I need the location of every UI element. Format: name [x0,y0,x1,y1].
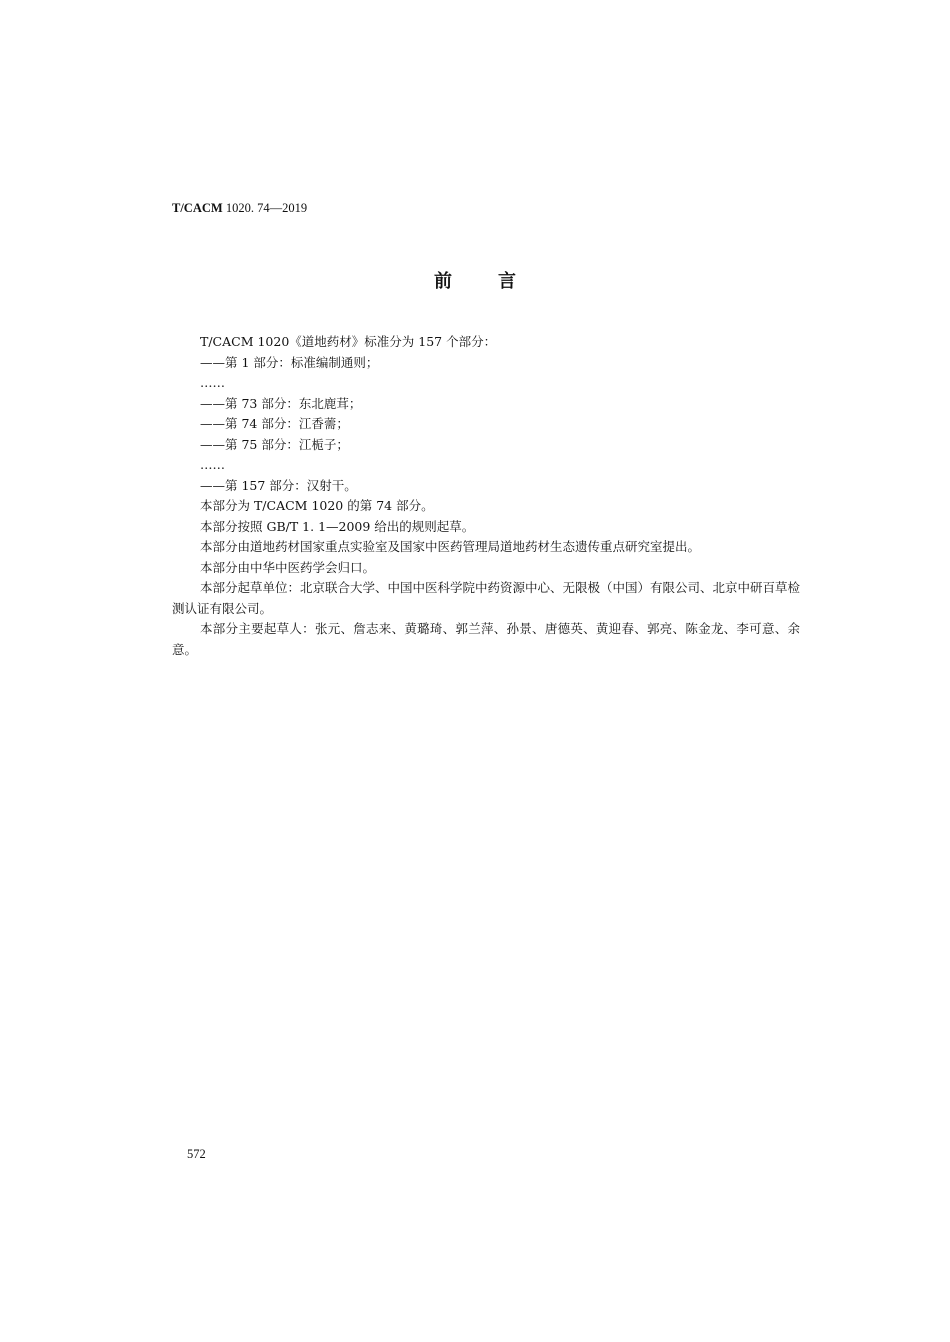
list-ellipsis: …… [200,457,225,472]
foreword-body [172,332,800,660]
standard-number: 1020. 74—2019 [222,201,308,215]
paragraph-drafters: 本部分主要起草人：张元、詹志来、黄璐琦、郭兰萍、孙景、唐德英、黄迎春、郭亮、陈金龙、李可意、余意。 [172,621,800,657]
paragraph-centralized-by: 本部分由中华中医药学会归口。 [200,559,376,575]
standard-prefix: T/CACM [172,201,223,215]
list-item-part-73: ——第 73 部分：东北鹿茸； [200,395,362,411]
list-item-part-75: ——第 75 部分：江栀子； [200,436,349,452]
paragraph-standard-parts: T/CACM 1020《道地药材》标准分为 157 个部分： [200,334,497,349]
standard-number-header [172,200,307,216]
paragraph-drafting-rules: 本部分按照 GB/T 1. 1—2009 给出的规则起草。 [200,518,475,534]
section-title-foreword: 前言 [434,271,562,292]
list-item-part-1: ——第 1 部分：标准编制通则； [200,354,379,370]
paragraph-drafting-units: 本部分起草单位：北京联合大学、中国中医科学院中药资源中心、无限极（中国）有限公司、北京中研百草检测认证有限公司。 [172,580,801,616]
paragraph-proposed-by: 本部分由道地药材国家重点实验室及国家中医药管理局道地药材生态遗传重点研究室提出。 [200,539,701,554]
list-item-part-74: ——第 74 部分：江香薷； [200,416,349,431]
paragraph-this-part: 本部分为 T/CACM 1020 的第 74 部分。 [200,498,434,513]
list-item-part-157: ——第 157 部分：汉射干。 [200,477,357,493]
page-number: 572 [187,1147,206,1161]
list-ellipsis: …… [200,375,225,390]
